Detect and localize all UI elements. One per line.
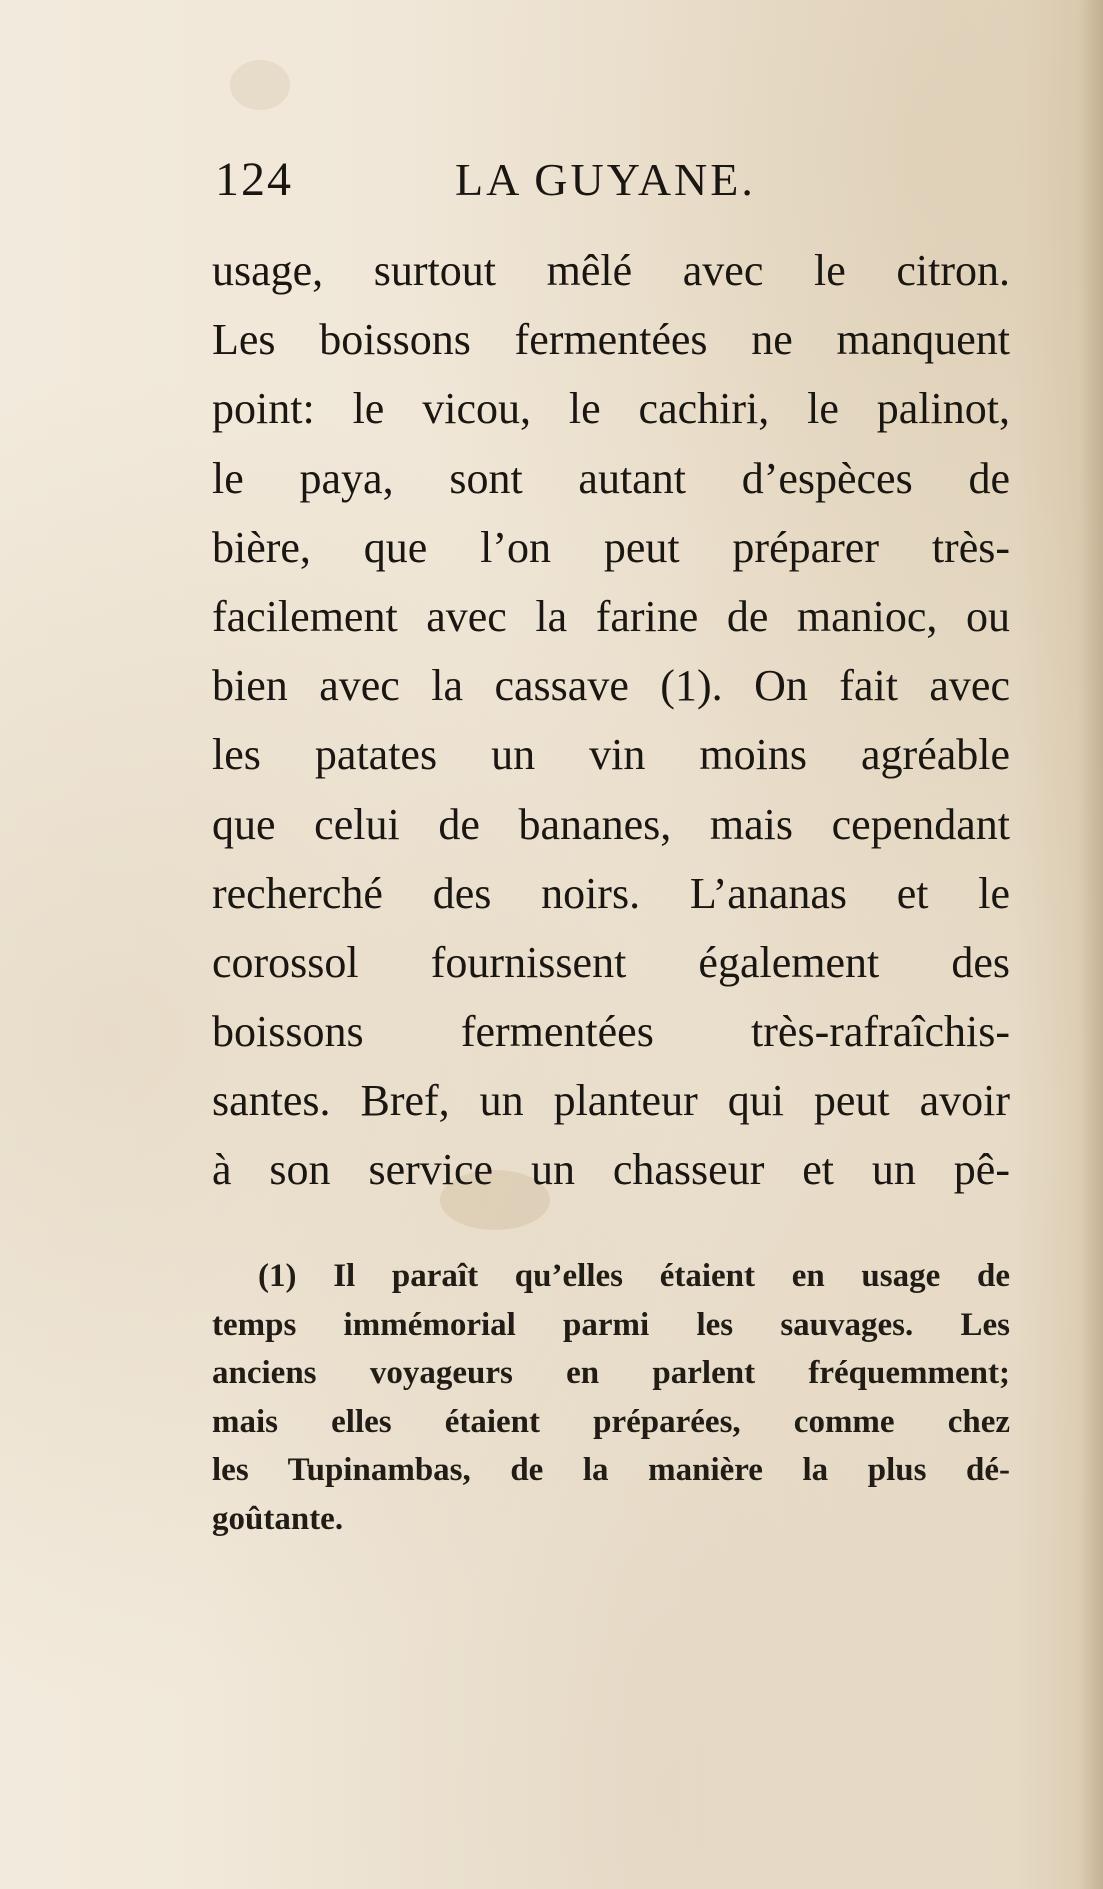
body-line: à son service un chasseur et un pê-: [212, 1145, 1010, 1195]
body-line: facilement avec la farine de manioc, ou: [212, 591, 1010, 641]
footnote-line: anciens voyageurs en parlent fréquemment;: [212, 1355, 1010, 1391]
footnote-separator: [212, 1215, 1010, 1216]
body-line: bière, que l’on peut préparer très-: [212, 522, 1010, 572]
footnote-line: les Tupinambas, de la manière la plus dé-: [212, 1452, 1010, 1488]
body-text: [212, 236, 1010, 1205]
paper-stain: [230, 60, 290, 110]
body-line: recherché des noirs. L’ananas et le: [212, 868, 1010, 918]
footnote-line: mais elles étaient préparées, comme chez: [212, 1403, 1010, 1440]
body-line: boissons fermentées très-rafraîchis-: [212, 1007, 1010, 1057]
footnote-line: goûtante.: [212, 1500, 344, 1537]
body-line: bien avec la cassave (1). On fait avec: [212, 661, 1010, 711]
running-title: LA GUYANE.: [455, 154, 756, 205]
page-edge-shadow: [1079, 0, 1103, 1889]
body-line: le paya, sont autant d’espèces de: [212, 453, 1010, 503]
page-number: 124: [215, 153, 293, 206]
body-line: Les boissons fermentées ne manquent: [212, 315, 1010, 365]
body-line: point: le vicou, le cachiri, le palinot,: [212, 384, 1010, 434]
footnote: [212, 1252, 1010, 1543]
body-line: usage, surtout mêlé avec le citron.: [212, 246, 1010, 295]
body-line: que celui de bananes, mais cependant: [212, 799, 1010, 849]
footnote-line: temps immémorial parmi les sauvages. Les: [212, 1306, 1010, 1343]
body-line: corossol fournissent également des: [212, 937, 1010, 987]
running-head: [215, 150, 1015, 210]
body-line: les patates un vin moins agréable: [212, 730, 1010, 780]
body-line: santes. Bref, un planteur qui peut avoir: [212, 1076, 1010, 1126]
footnote-line: (1) Il paraît qu’elles étaient en usage de: [258, 1258, 1010, 1294]
